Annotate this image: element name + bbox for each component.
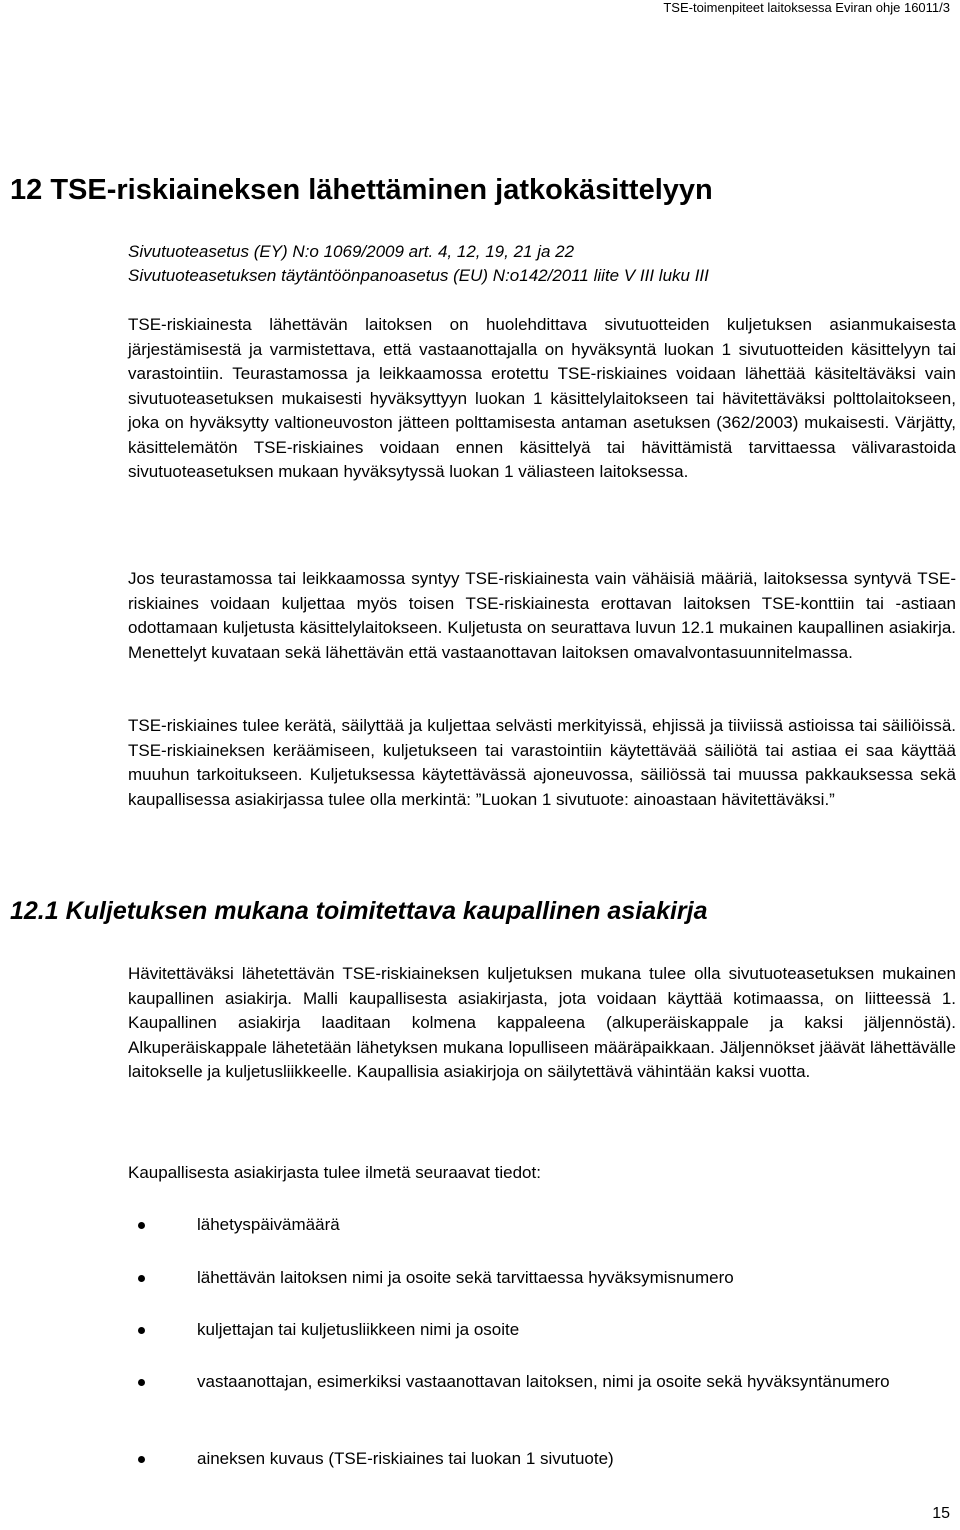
bullet-icon xyxy=(138,1275,145,1282)
legal-references xyxy=(128,240,948,288)
bullet-icon xyxy=(138,1327,145,1334)
list-item-text: aineksen kuvaus (TSE-riskiaines tai luokan 1 sivutuote) xyxy=(197,1449,614,1468)
list-item xyxy=(128,1446,956,1472)
list-item-text: lähetyspäivämäärä xyxy=(197,1215,340,1234)
section-paragraph: Hävitettäväksi lähetettävän TSE-riskiaineksen kuljetuksen mukana tulee olla sivutuoteasetuksen mukainen kaupallinen asiakirja. Malli kaupallisesta asiakirjasta, jota voidaan käyttää kotimaassa, on liitteessä 1. Kaupallinen asiakirja laaditaan kolmena kappaleena (alkuperäiskappale ja kaksi jäljennöstä). Alkuperäiskappale lähetetään lähetyksen mukana lopulliseen määräpaikkaan. Jäljennökset jäävät lähettävälle laitokselle ja kuljetusliikkeelle. Kaupallisia asiakirjoja on säilytettävä vähintään kaksi vuotta. xyxy=(128,964,956,1081)
chapter-paragraph: Jos teurastamossa tai leikkaamossa syntyy TSE-riskiainesta vain vähäisiä määriä, laitoksessa syntyvä TSE-riskiaines voidaan kuljettaa myös toisen TSE-riskiainesta erottavan laitoksen TSE-konttiin tai -astiaan odottamaan kuljetusta käsittelylaitokseen. Kuljetusta on seurattava luvun 12.1 mukainen kaupallinen asiakirja. Menettelyt kuvataan sekä lähettävän että vastaanottavan laitoksen omavalvontasuunnitelmassa. xyxy=(128,569,956,662)
reference-line: Sivutuoteasetus (EY) N:o 1069/2009 art. 4, 12, 19, 21 ja 22 xyxy=(128,242,575,261)
chapter-paragraph: TSE-riskiaines tulee kerätä, säilyttää ja kuljettaa selvästi merkityissä, ehjissä ja tiiviissä astioissa tai säiliöissä. TSE-riskiaineksen keräämiseen, kuljetukseen tai varastointiin käytettävää säiliötä tai astiaa ei saa käyttää muuhun tarkoitukseen. Kuljetuksessa käytettävässä ajoneuvossa, säiliössä tai muussa pakkauksessa sekä kaupallisessa asiakirjassa tulee olla merkintä: ”Luokan 1 sivutuote: ainoastaan hävitettäväksi.” xyxy=(128,716,956,809)
list-item xyxy=(128,1317,956,1343)
list-item xyxy=(128,1369,956,1395)
bullet-icon xyxy=(138,1222,145,1229)
list-item-text: kuljettajan tai kuljetusliikkeen nimi ja osoite xyxy=(197,1320,520,1339)
section-title: 12.1 Kuljetuksen mukana toimitettava kaupallinen asiakirja xyxy=(10,897,708,925)
chapter-title: 12 TSE-riskiaineksen lähettäminen jatkokäsittelyyn xyxy=(10,174,713,206)
reference-line: Sivutuoteasetuksen täytäntöönpanoasetus (EU) N:o142/2011 liite V III luku III xyxy=(128,266,709,285)
bullet-icon xyxy=(138,1379,145,1386)
chapter-paragraph: TSE-riskiainesta lähettävän laitoksen on huolehdittava sivutuotteiden kuljetuksen asianmukaisesta järjestämisestä ja varmistettava, että vastaanottajalla on hyväksyntä luokan 1 sivutuotteiden käsittelyyn tai varastointiin. Teurastamossa ja leikkaamossa erotettu TSE-riskiaines voidaan lähettää käsiteltäväksi vain sivutuoteasetuksen mukaisesti hyväksyttyyn luokan 1 käsittelylaitokseen tai hävitettäväksi polttolaitokseen, joka on hyväksytty valtioneuvoston jätteen polttamisesta antaman asetuksen (362/2003) mukaisesti. Värjätty, käsittelemätön TSE-riskiaines voidaan ennen käsittelyä tai hävittämistä tarvittaessa välivarastoida sivutuoteasetuksen mukaan hyväksytyssä luokan 1 väliasteen laitoksessa. xyxy=(128,315,956,481)
bullet-icon xyxy=(138,1456,145,1463)
running-header: TSE-toimenpiteet laitoksessa Eviran ohje 16011/3 xyxy=(663,0,950,15)
list-item xyxy=(128,1265,956,1291)
section-paragraph: Kaupallisesta asiakirjasta tulee ilmetä seuraavat tiedot: xyxy=(128,1163,541,1182)
list-item-text: lähettävän laitoksen nimi ja osoite sekä tarvittaessa hyväksymisnumero xyxy=(197,1268,734,1287)
list-item xyxy=(128,1212,956,1238)
page-number: 15 xyxy=(932,1505,950,1522)
list-item-text: vastaanottajan, esimerkiksi vastaanottavan laitoksen, nimi ja osoite sekä hyväksyntänumero xyxy=(197,1372,890,1391)
